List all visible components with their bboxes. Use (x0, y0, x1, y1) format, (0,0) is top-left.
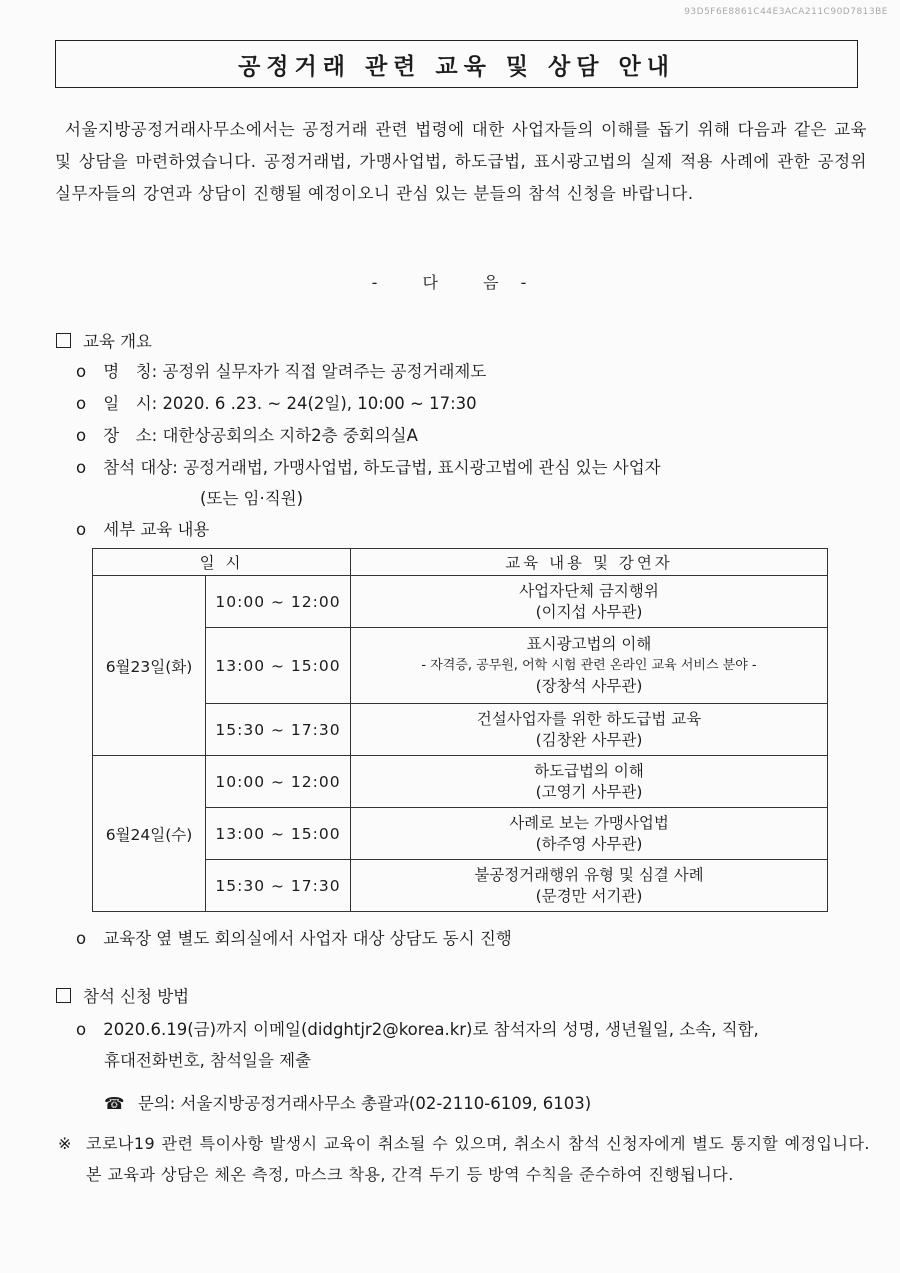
content-cell (351, 576, 828, 628)
header-date: 일 시 (93, 549, 351, 576)
checkbox-square-icon (56, 988, 71, 1003)
content-cell (351, 628, 828, 704)
name-label: 명 칭: (103, 362, 158, 381)
content-cell (351, 860, 828, 912)
phone-icon: ☎ (104, 1094, 125, 1113)
session-title: 하도급법의 이해 (534, 761, 644, 780)
time-cell: 15:30 ~ 17:30 (206, 860, 351, 912)
session-speaker: (이지섭 사무관) (535, 602, 643, 621)
separator-dash-right: - (520, 273, 529, 292)
overview-name (76, 358, 486, 382)
separator-dash-left: - (371, 273, 380, 292)
intro-paragraph: 서울지방공정거래사무소에서는 공정거래 관련 법령에 대한 사업자들의 이해를 돕기 위해 다음과 같은 교육 및 상담을 마련하였습니다. 공정거래법, 가맹사업법, 하도급법, 표시광고법의 실제 적용 사례에 관한 공정위 실무자들의 강연과 상담이 진행될 예정이오니 관심 있는 분들의 참석 신청을 바랍니다. (55, 120, 867, 203)
consult-note: ο 교육장 옆 별도 회의실에서 사업자 대상 상담도 동시 진행 (76, 929, 512, 948)
session-speaker: (하주영 사무관) (535, 834, 643, 853)
content-cell (351, 704, 828, 756)
table-row (93, 576, 828, 628)
overview-target (76, 454, 661, 478)
time-cell: 13:00 ~ 15:00 (206, 628, 351, 704)
target-value-continued: (또는 임·직원) (200, 489, 304, 508)
separator-word-right: 음 (483, 273, 501, 292)
separator-word-left: 다 (422, 273, 440, 292)
day-cell: 6월23일(화) (93, 576, 206, 756)
session-speaker: (문경만 서기관) (535, 886, 643, 905)
session-title: 사업자단체 금지행위 (519, 581, 659, 600)
title-box (55, 40, 858, 88)
overview-place (76, 422, 418, 446)
apply-line-2: 휴대전화번호, 참석일을 제출 (104, 1051, 312, 1070)
page-title: 공정거래 관련 교육 및 상담 안내 (238, 53, 675, 80)
session-speaker: (장창석 사무관) (535, 677, 643, 695)
session-title: 불공정거래행위 유형 및 심결 사례 (474, 865, 704, 884)
header-content: 교육 내용 및 강연자 (351, 549, 828, 576)
session-title: 표시광고법의 이해 (526, 635, 652, 653)
date-value: 2020. 6 .23. ~ 24(2일), 10:00 ~ 17:30 (162, 394, 477, 413)
target-label: 참석 대상: (103, 458, 178, 477)
date-label: 일 시: (103, 394, 158, 413)
day-cell: 6월24일(수) (93, 756, 206, 912)
bullet-circle-icon: ο (76, 458, 87, 477)
detail-label: 세부 교육 내용 (103, 520, 210, 539)
place-value: 대한상공회의소 지하2층 중회의실A (162, 426, 418, 445)
session-title: 건설사업자를 위한 하도급법 교육 (476, 709, 702, 728)
content-cell (351, 756, 828, 808)
section-heading-apply: 참석 신청 방법 (56, 983, 189, 1007)
name-value: 공정위 실무자가 직접 알려주는 공정거래제도 (162, 362, 487, 381)
place-label: 장 소: (103, 426, 158, 445)
table-header-row (93, 549, 828, 576)
session-speaker: (고영기 사무관) (535, 782, 643, 801)
bullet-circle-icon: ο (76, 394, 87, 413)
target-value: 공정거래법, 가맹사업법, 하도급법, 표시광고법에 관심 있는 사업자 (183, 458, 661, 477)
schedule-table (92, 548, 828, 912)
session-title: 사례로 보는 가맹사업법 (509, 813, 669, 832)
bullet-circle-icon: ο (76, 1020, 87, 1039)
session-speaker: (김창완 사무관) (535, 730, 643, 749)
overview-date (76, 390, 477, 414)
time-cell: 10:00 ~ 12:00 (206, 576, 351, 628)
bullet-circle-icon: ο (76, 426, 87, 445)
checkbox-square-icon (56, 333, 71, 348)
content-cell (351, 808, 828, 860)
session-subtitle: - 자격증, 공무원, 어학 시험 관련 온라인 교육 서비스 분야 - (421, 658, 757, 673)
time-cell: 15:30 ~ 17:30 (206, 704, 351, 756)
document-id: 93D5F6E8861C44E3ACA211C90D7813BE (684, 7, 888, 17)
separator (0, 270, 900, 293)
contact-line: ☎ 문의: 서울지방공정거래사무소 총괄과(02-2110-6109, 6103) (104, 1094, 592, 1113)
overview-detail (76, 516, 209, 540)
bullet-circle-icon: ο (76, 929, 87, 948)
table-row (93, 756, 828, 808)
time-cell: 10:00 ~ 12:00 (206, 756, 351, 808)
notice-text: 코로나19 관련 특이사항 발생시 교육이 취소될 수 있으며, 취소시 참석 신청자에게 별도 통지할 예정입니다. 본 교육과 상담은 체온 측정, 마스크 착용, 간격 두기 등 방역 수칙을 준수하여 진행됩니다. (86, 1134, 870, 1184)
apply-line-1: ο 2020.6.19(금)까지 이메일(didghtjr2@korea.kr)로 참석자의 성명, 생년월일, 소속, 직함, (76, 1020, 759, 1039)
section-heading-overview: 교육 개요 (56, 328, 152, 352)
bullet-circle-icon: ο (76, 520, 87, 539)
covid-notice (58, 1128, 870, 1190)
bullet-circle-icon: ο (76, 362, 87, 381)
reference-mark-icon: ※ (58, 1134, 72, 1153)
time-cell: 13:00 ~ 15:00 (206, 808, 351, 860)
